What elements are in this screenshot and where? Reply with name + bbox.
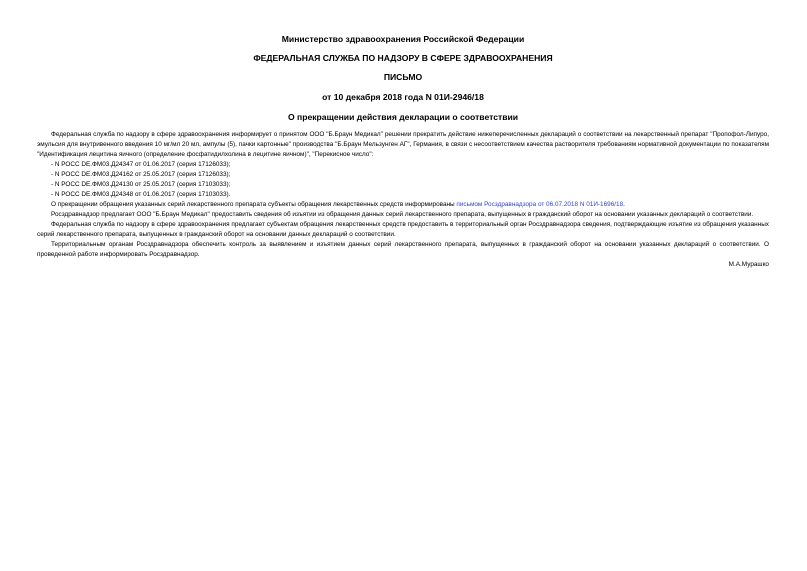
declaration-item: - N РОСС DE.ФМ03.Д24347 от 01.06.2017 (серия 17126033);	[51, 161, 231, 168]
signature: М.А.Мурашко	[728, 261, 769, 268]
document-body	[37, 130, 769, 260]
ministry-name: Министерство здравоохранения Российской Федерации	[281, 34, 525, 44]
document-page	[37, 34, 769, 270]
paragraph-intro: Федеральная служба по надзору в сфере здравоохранения информирует о принятом ООО "Б.Браун Медикал" решении прекратить действие нижеперечисленных деклараций о соответствии на лекарственный препарат "Пропофол-Липуро, эмульсия для внутривенного введения 10 мг/мл 20 мл, ампулы (5), пачки картонные" производства "Б.Браун Мельзунген АГ", Германия, в связи с несоответствием качества растворителя требованиям нормативной документации по показателям "Идентификация лецитина яичного (определение фосфатидилхолина в лецитине яичном)", "Перекисное число":	[37, 131, 769, 158]
document-title: О прекращении действия декларации о соответствии	[287, 112, 519, 122]
paragraph-company-request: Росздравнадзор предлагает ООО "Б.Браун Медикал" предоставить сведения об изъятии из обращения данных серий лекарственного препарата, выпущенных в гражданский оборот на основании указанных деклараций о соответствии.	[51, 211, 754, 218]
declaration-item: - N РОСС DE.ФМ03.Д24348 от 01.06.2017 (серия 17103033).	[51, 191, 231, 198]
declaration-item: - N РОСС DE.ФМ03.Д24130 от 25.05.2017 (серия 17103033);	[51, 181, 231, 188]
paragraph-notice-text: О прекращении обращения указанных серий лекарственного препарата субъекты обращения лекарственных средств информированы	[51, 201, 457, 208]
paragraph-subjects-request: Федеральная служба по надзору в сфере здравоохранения предлагает субъектам обращения лекарственных средств предоставить в территориальный орган Росздравнадзора сведения, подтверждающие изъятие из обращения указанных серий лекарственного препарата, выпущенных в гражданский оборот на основании данных деклараций о соответствии.	[37, 221, 769, 238]
paragraph-notice	[37, 200, 769, 210]
document-date-number: от 10 декабря 2018 года N 01И-2946/18	[322, 92, 484, 102]
paragraph-notice-end: .	[623, 201, 625, 208]
referenced-letter-link[interactable]: письмом Росздравнадзора от 06.07.2018 N 01И-1696/18	[456, 201, 624, 208]
service-name: ФЕДЕРАЛЬНАЯ СЛУЖБА ПО НАДЗОРУ В СФЕРЕ ЗДРАВООХРАНЕНИЯ	[253, 53, 553, 63]
document-type: ПИСЬМО	[383, 72, 423, 82]
paragraph-territorial-control: Территориальным органам Росздравнадзора обеспечить контроль за выявлением и изъятием данных серий лекарственного препарата, выпущенных в гражданский оборот на основании указанных деклараций о соответствии. О проведенной работе информировать Росздравнадзор.	[37, 241, 769, 258]
declaration-item: - N РОСС DE.ФМ03.Д24162 от 25.05.2017 (серия 17126033);	[51, 171, 231, 178]
